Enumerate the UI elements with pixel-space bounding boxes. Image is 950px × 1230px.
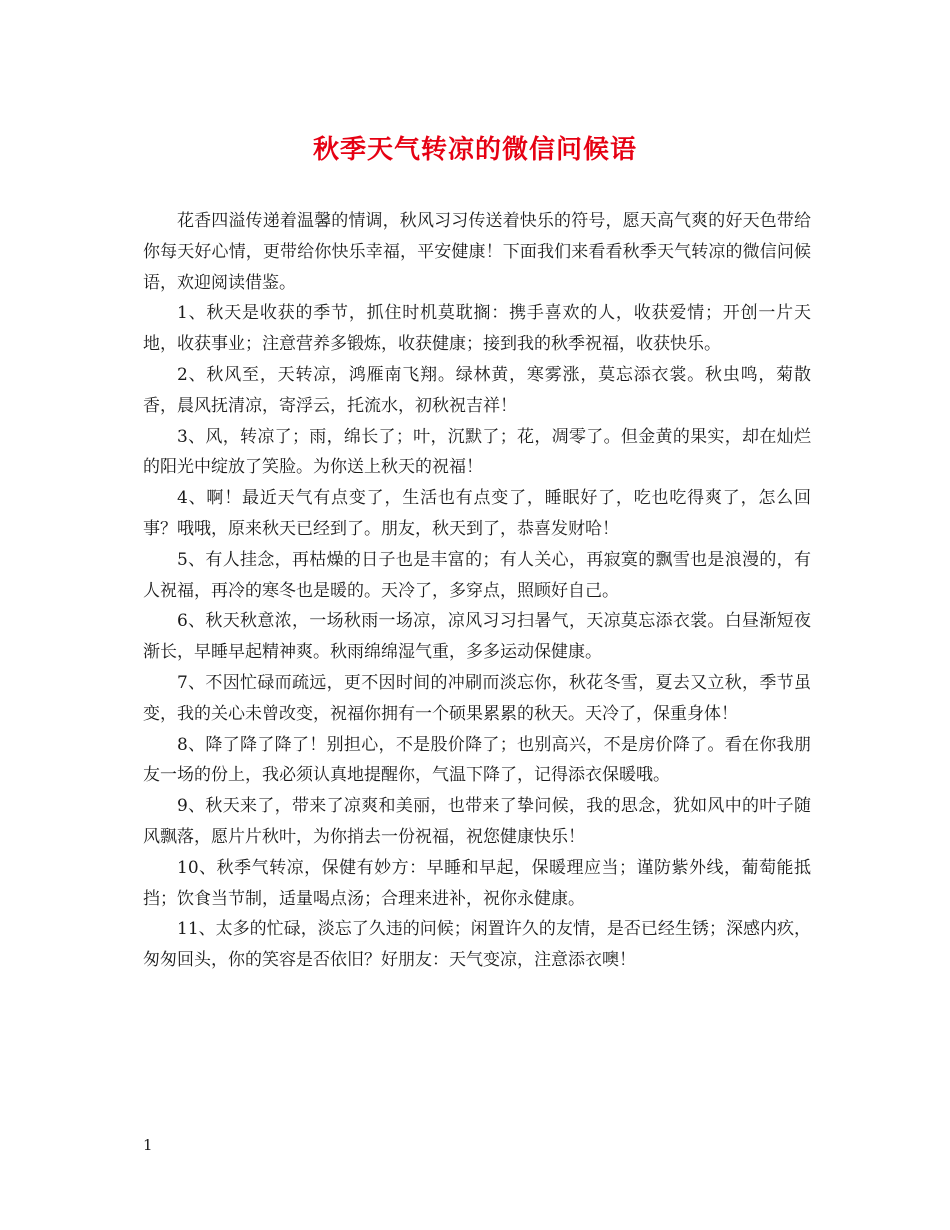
greeting-item-1: 1、秋天是收获的季节，抓住时机莫耽搁：携手喜欢的人，收获爱情；开创一片天地，收获事业；注意营养多锻炼，收获健康；接到我的秋季祝福，收获快乐。 (143, 303, 811, 355)
greeting-item-6: 6、秋天秋意浓，一场秋雨一场凉，凉风习习扫暑气，天凉莫忘添衣裳。白昼渐短夜渐长，早睡早起精神爽。秋雨绵绵湿气重，多多运动保健康。 (143, 611, 811, 663)
greeting-item-4: 4、啊！最近天气有点变了，生活也有点变了，睡眠好了，吃也吃得爽了，怎么回事？哦哦，原来秋天已经到了。朋友，秋天到了，恭喜发财哈！ (143, 488, 811, 539)
page-number: 1 (143, 1136, 153, 1154)
greeting-item-5: 5、有人挂念，再枯燥的日子也是丰富的；有人关心，再寂寞的飘雪也是浪漫的，有人祝福，再冷的寒冬也是暖的。天冷了，多穿点，照顾好自己。 (143, 549, 811, 601)
greeting-item-8: 8、降了降了降了！别担心，不是股价降了；也别高兴，不是房价降了。看在你我朋友一场的份上，我必须认真地提醒你，气温下降了，记得添衣保暖哦。 (143, 734, 811, 786)
document-body (143, 206, 811, 976)
greeting-item-11: 11、太多的忙碌，淡忘了久违的问候；闲置许久的友情，是否已经生锈；深感内疚，匆匆回头，你的笑容是否依旧？好朋友：天气变凉，注意添衣噢！ (143, 919, 811, 971)
greeting-item-3: 3、风，转凉了；雨，绵长了；叶，沉默了；花，凋零了。但金黄的果实，却在灿烂的阳光中绽放了笑脸。为你送上秋天的祝福！ (143, 426, 811, 478)
intro-paragraph: 花香四溢传递着温馨的情调，秋风习习传送着快乐的符号，愿天高气爽的好天色带给你每天好心情，更带给你快乐幸福，平安健康！下面我们来看看秋季天气转凉的微信问候语，欢迎阅读借鉴。 (143, 211, 811, 293)
page-title: 秋季天气转凉的微信问候语 (312, 135, 637, 165)
greeting-item-2: 2、秋风至，天转凉，鸿雁南飞翔。绿林黄，寒雾涨，莫忘添衣裳。秋虫鸣，菊散香，晨风抚清凉，寄浮云，托流水，初秋祝吉祥！ (143, 364, 811, 416)
greeting-item-9: 9、秋天来了，带来了凉爽和美丽，也带来了挚问候，我的思念，犹如风中的叶子随风飘落，愿片片秋叶，为你捎去一份祝福，祝您健康快乐！ (143, 796, 811, 847)
greeting-item-10: 10、秋季气转凉，保健有妙方：早睡和早起，保暖理应当；谨防紫外线，葡萄能抵挡；饮食当节制，适量喝点汤；合理来进补，祝你永健康。 (143, 857, 811, 909)
greeting-item-7: 7、不因忙碌而疏远，更不因时间的冲刷而淡忘你，秋花冬雪，夏去又立秋，季节虽变，我的关心未曾改变，祝福你拥有一个硕果累累的秋天。天冷了，保重身体！ (143, 672, 811, 724)
